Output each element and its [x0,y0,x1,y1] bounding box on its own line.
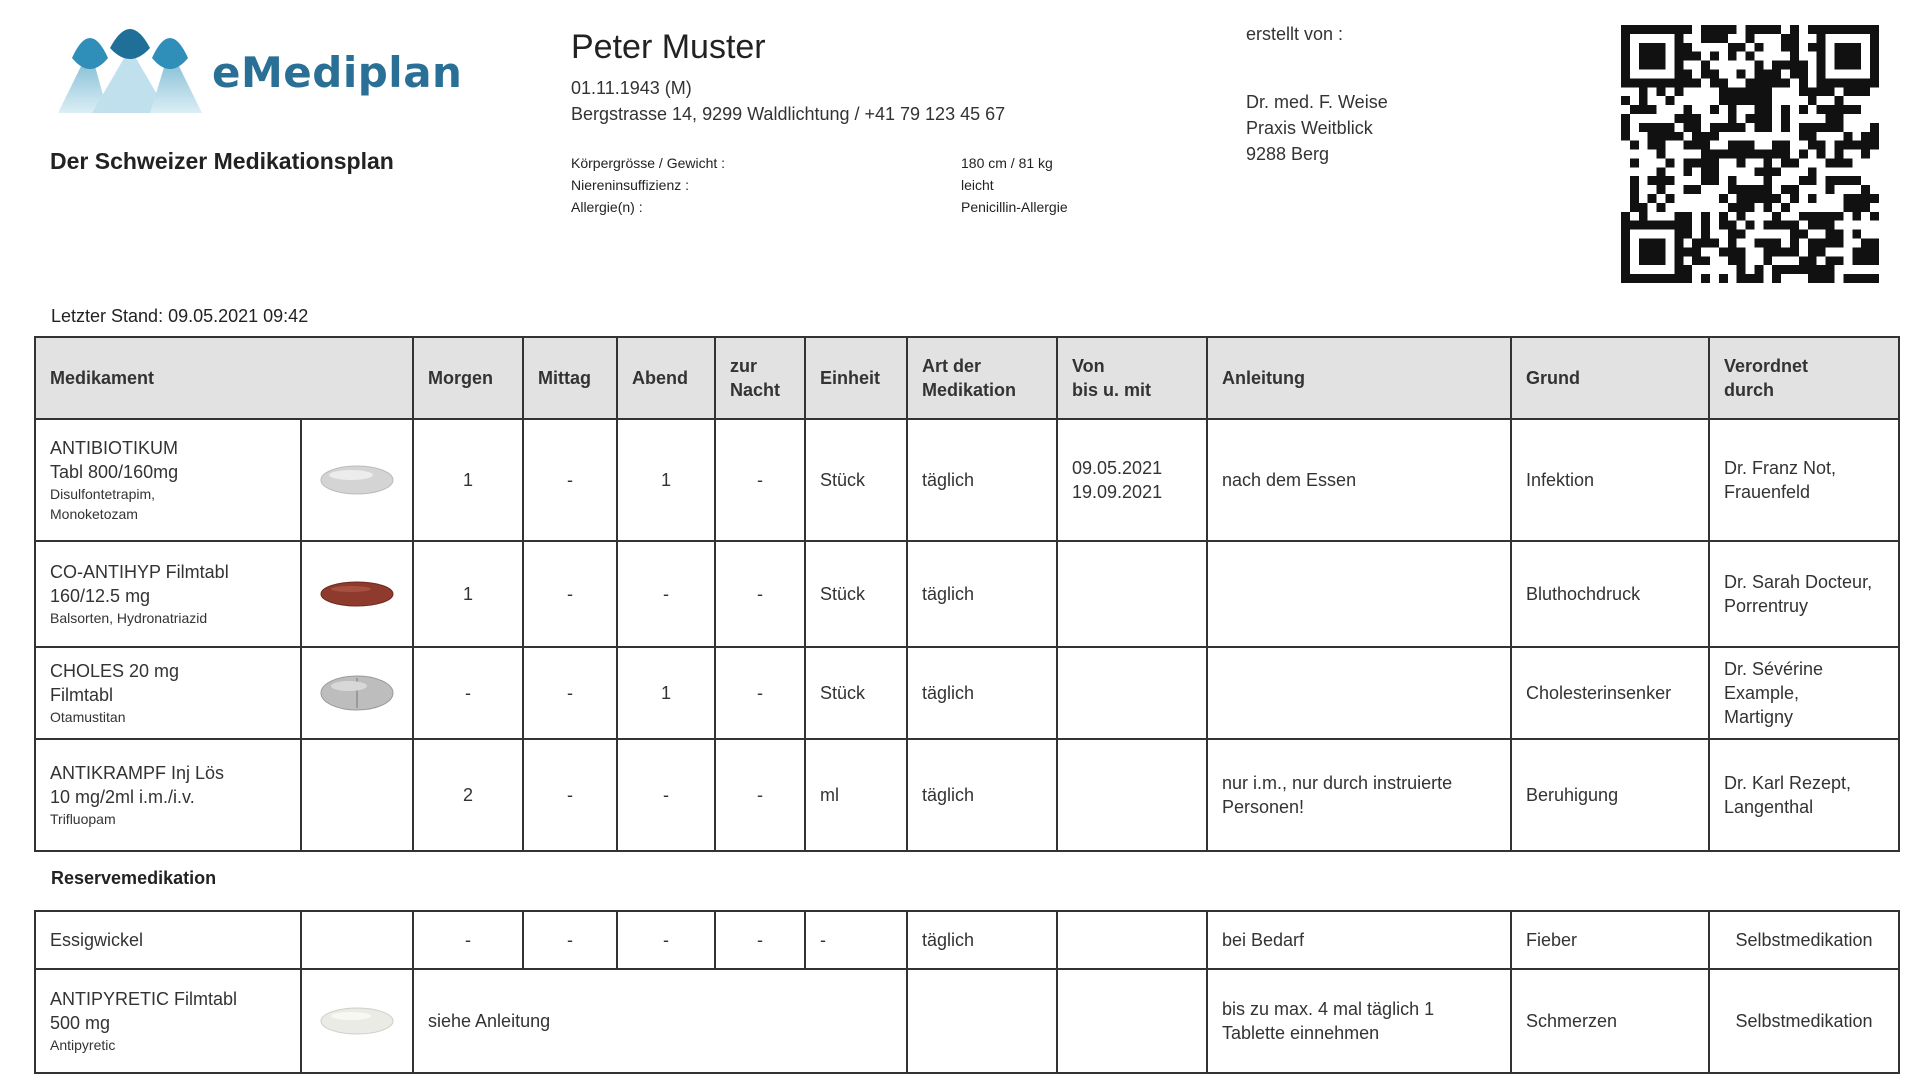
unit-cell: Stück [805,647,907,739]
instruction-cell [1207,541,1511,647]
medication-name-cell [35,739,301,851]
logo-text: eMediplan [212,48,463,97]
instruction-cell [1207,969,1511,1073]
pill-image-cell [301,419,413,541]
vital-label: Allergie(n) : [571,199,643,215]
table-row [35,541,1899,647]
unit-cell: - [805,911,907,969]
dose-nacht: - [715,419,805,541]
medication-name: ANTIPYRETIC Filmtabl [50,989,238,1009]
table-row [35,419,1899,541]
vital-value: leicht [961,177,994,193]
prescriber-cell [1709,647,1899,739]
vital-row [571,174,1091,196]
last-updated: Letzter Stand: 09.05.2021 09:42 [51,306,309,326]
dose-nacht: - [715,911,805,969]
medication-table [34,336,1900,852]
table-row [35,911,1899,969]
prescriber-line: Example, [1724,683,1800,703]
reason-cell: Beruhigung [1511,739,1709,851]
vital-value: Penicillin-Allergie [961,199,1068,215]
art-cell [907,969,1057,1073]
medication-substance: Antipyretic [50,1037,116,1053]
red-oblong-tablet-icon [319,579,395,609]
pill-image-cell [301,739,413,851]
dose-morgen: 1 [413,541,523,647]
medication-substance: Balsorten, Hydronatriazid [50,610,208,626]
instruction-cell [1207,911,1511,969]
column-header-einheit: Einheit [805,337,907,419]
medication-name-cell [35,969,301,1073]
medication-dosage: Tabl 800/160mg [50,462,179,482]
dose-mittag: - [523,541,617,647]
white-oblong-tablet-icon [319,463,395,497]
dose-morgen: 1 [413,419,523,541]
dose-morgen: - [413,911,523,969]
date-range-cell [1057,911,1207,969]
prescriber-line: Dr. Sévérine [1724,659,1824,679]
column-header-verordnet: Verordnet durch [1709,337,1899,419]
column-header-abend: Abend [617,337,715,419]
patient-address: Bergstrasse 14, 9299 Waldlichtung / +41 79 123 45 67 [571,104,1006,124]
grey-scored-tablet-icon [319,673,395,713]
medication-name: CHOLES 20 mg [50,661,180,681]
emediplan-logo-icon [50,18,210,128]
medication-name: ANTIBIOTIKUM [50,438,179,458]
prescriber-line: Dr. Franz Not, [1724,458,1837,478]
medication-dosage: 10 mg/2ml i.m./i.v. [50,787,195,807]
pill-image-cell [301,647,413,739]
date-range-cell [1057,419,1207,541]
prescriber-line: Dr. Sarah Docteur, [1724,572,1873,592]
column-header-mittag: Mittag [523,337,617,419]
instruction-text: nach dem Essen [1222,470,1357,490]
medication-name-cell [35,647,301,739]
dose-abend: - [617,541,715,647]
vital-row [571,152,1091,174]
creator-line: Praxis Weitblick [1246,118,1373,138]
vital-label: Körpergrösse / Gewicht : [571,155,726,171]
qr-code-icon [1620,25,1880,283]
prescriber-cell [1709,739,1899,851]
medication-name-cell [35,419,301,541]
date-to: 19.09.2021 [1072,482,1163,502]
art-cell: täglich [907,911,1057,969]
date-range-cell [1057,969,1207,1073]
medication-dosage: Filmtabl [50,685,114,705]
medication-dosage: 500 mg [50,1013,111,1033]
patient-name: Peter Muster [571,28,766,66]
column-header-medikament: Medikament [35,337,413,419]
instruction-text: bei Bedarf [1222,930,1305,950]
dosage-see-instructions: siehe Anleitung [413,969,907,1073]
vital-label: Niereninsuffizienz : [571,177,690,193]
medication-name-cell [35,911,301,969]
dose-morgen: - [413,647,523,739]
table-row [35,969,1899,1073]
dose-mittag: - [523,911,617,969]
date-range-cell [1057,739,1207,851]
dose-abend: - [617,739,715,851]
patient-birth: 01.11.1943 (M) [571,78,692,98]
dose-abend: - [617,911,715,969]
vital-row [571,196,1091,218]
reserve-medication-table [34,910,1900,1074]
reason-cell: Cholesterinsenker [1511,647,1709,739]
prescriber-line: Dr. Karl Rezept, [1724,773,1852,793]
table-header-row [35,337,1899,419]
creator-line: Dr. med. F. Weise [1246,92,1388,112]
column-header-nacht: zur Nacht [715,337,805,419]
document-subtitle: Der Schweizer Medikationsplan [50,148,394,174]
prescriber-cell [1709,419,1899,541]
dose-nacht: - [715,541,805,647]
instruction-text: bis zu max. 4 mal täglich 1 [1222,999,1435,1019]
prescriber-line: Frauenfeld [1724,482,1811,502]
instruction-text: Personen! [1222,797,1305,817]
reason-cell: Infektion [1511,419,1709,541]
creator-label: erstellt von : [1246,24,1344,44]
table-row [35,739,1899,851]
unit-cell: ml [805,739,907,851]
medication-substance: Trifluopam [50,811,116,827]
column-header-art: Art der Medikation [907,337,1057,419]
unit-cell: Stück [805,419,907,541]
art-cell: täglich [907,541,1057,647]
medication-name: CO-ANTIHYP Filmtabl [50,562,229,582]
medication-substance: Otamustitan [50,709,126,725]
instruction-cell [1207,739,1511,851]
medication-name: Essigwickel [50,930,144,950]
table-row [35,647,1899,739]
creator-line: 9288 Berg [1246,144,1330,164]
prescriber-cell: Selbstmedikation [1709,969,1899,1073]
instruction-cell [1207,647,1511,739]
patient-vitals [571,152,1091,218]
instruction-text: Tablette einnehmen [1222,1023,1380,1043]
pill-image-cell [301,911,413,969]
medication-dosage: 160/12.5 mg [50,586,151,606]
dose-mittag: - [523,419,617,541]
reason-cell: Bluthochdruck [1511,541,1709,647]
patient-info [571,28,1131,127]
prescriber-line: Porrentruy [1724,596,1809,616]
dose-nacht: - [715,739,805,851]
dose-morgen: 2 [413,739,523,851]
pill-image-cell [301,541,413,647]
prescriber-line: Langenthal [1724,797,1814,817]
pill-image-cell [301,969,413,1073]
art-cell: täglich [907,739,1057,851]
dose-mittag: - [523,739,617,851]
prescriber-line: Martigny [1724,707,1794,727]
date-from: 09.05.2021 [1072,458,1163,478]
prescriber-cell [1709,541,1899,647]
date-range-cell [1057,541,1207,647]
medication-name: ANTIKRAMPF Inj Lös [50,763,225,783]
dose-abend: 1 [617,647,715,739]
dose-mittag: - [523,647,617,739]
vital-value: 180 cm / 81 kg [961,155,1053,171]
reason-cell: Schmerzen [1511,969,1709,1073]
reserve-section-label: Reservemedikation [51,868,217,888]
column-header-grund: Grund [1511,337,1709,419]
art-cell: täglich [907,419,1057,541]
reason-cell: Fieber [1511,911,1709,969]
medication-name-cell [35,541,301,647]
instruction-text: nur i.m., nur durch instruierte [1222,773,1453,793]
dose-abend: 1 [617,419,715,541]
medication-substance: Disulfontetrapim, [50,486,156,502]
dose-nacht: - [715,647,805,739]
medication-substance: Monoketozam [50,506,138,522]
prescriber-cell: Selbstmedikation [1709,911,1899,969]
art-cell: täglich [907,647,1057,739]
unit-cell: Stück [805,541,907,647]
white-oblong-tablet-icon [319,1005,395,1037]
creator-info [1246,24,1546,167]
instruction-cell [1207,419,1511,541]
column-header-von-bis: Von bis u. mit [1057,337,1207,419]
column-header-anleitung: Anleitung [1207,337,1511,419]
column-header-morgen: Morgen [413,337,523,419]
emediplan-logo [50,18,463,128]
date-range-cell [1057,647,1207,739]
